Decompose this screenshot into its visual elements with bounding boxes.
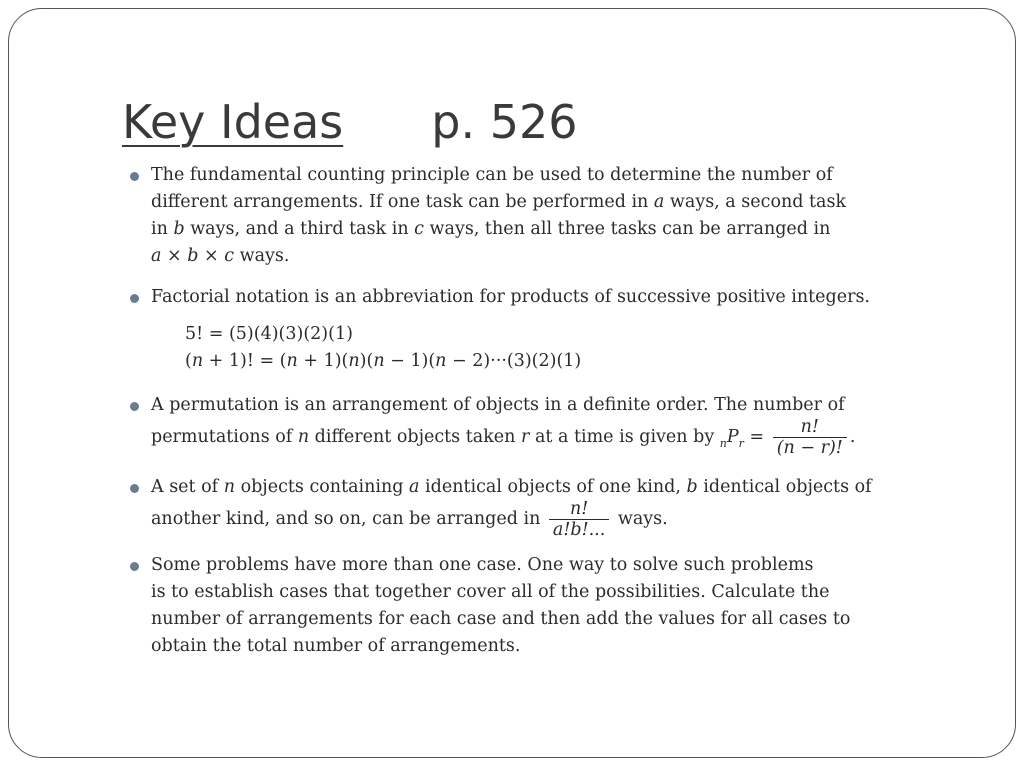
bullet-dot (130, 402, 139, 411)
identical-objects-fraction: $\frac{n!}{a!b!...}$ (549, 499, 609, 540)
bullet-dot (130, 562, 139, 571)
slide-title (122, 95, 578, 149)
text-line: A set of n objects containing a identical objects of one kind, b identical objects of (151, 477, 872, 497)
bullet-identical-objects (130, 474, 872, 540)
text-line: permutations of n different objects taken r at a time is given by $_nP_r$ = $\frac{n!}{(n - r)!}$ . (151, 417, 856, 458)
title-page-number: p. 526 (431, 95, 578, 149)
bullet-permutation (130, 392, 855, 458)
factorial-general: (n + 1)! = (n + 1)(n)(n − 1)(n − 2)···(3)(2)(1) (185, 351, 582, 371)
text-line: A permutation is an arrangement of objects in a definite order. The number of (151, 395, 845, 415)
bullet-dot (130, 484, 139, 493)
bullet-factorial-notation (130, 284, 870, 375)
bullet-dot (130, 172, 139, 181)
text-line: number of arrangements for each case and then add the values for all cases to (151, 609, 851, 629)
perm-symbol: P (726, 427, 739, 447)
perm-subscript-r: r (738, 437, 744, 450)
text-line: obtain the total number of arrangements. (151, 636, 521, 656)
bullet-counting-principle (130, 162, 846, 270)
text-line: Some problems have more than one case. One way to solve such problems (151, 555, 814, 575)
perm-subscript-n: n (719, 437, 727, 450)
text-line: different arrangements. If one task can be performed in a ways, a second task (151, 192, 847, 212)
permutation-fraction: $\frac{n!}{(n - r)!}$ (773, 417, 847, 458)
factorial-example: 5! = (5)(4)(3)(2)(1) (185, 324, 353, 344)
bullet-cases (130, 552, 850, 660)
bullet-dot (130, 294, 139, 303)
title-key-ideas: Key Ideas (122, 95, 344, 149)
text-line: in b ways, and a third task in c ways, then all three tasks can be arranged in (151, 219, 831, 239)
text-line: a × b × c ways. (151, 246, 290, 266)
text-line: another kind, and so on, can be arranged in $\frac{n!}{a!b!...}$ ways. (151, 499, 668, 540)
text-line: The fundamental counting principle can be used to determine the number of (151, 165, 833, 185)
text-line: Factorial notation is an abbreviation for products of successive positive integers. (151, 287, 870, 307)
text-line: is to establish cases that together cover all of the possibilities. Calculate the (151, 582, 830, 602)
